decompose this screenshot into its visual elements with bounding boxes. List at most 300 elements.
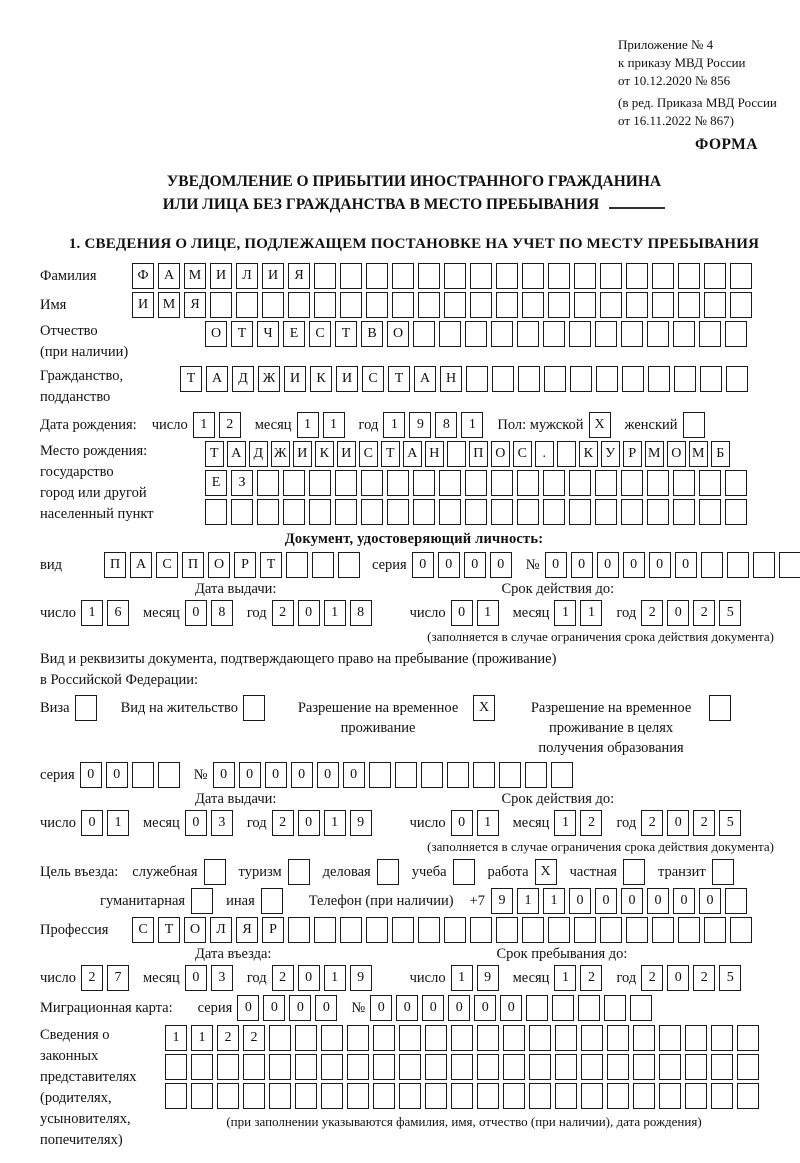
identity-doc-kind-cells (104, 552, 364, 578)
date-month-cells (185, 810, 237, 836)
form-cell: 1 (461, 412, 483, 438)
form-cell: 0 (667, 600, 689, 626)
form-cell: 1 (543, 888, 565, 914)
purpose-tourism-checkbox (288, 859, 314, 885)
purpose-business-checkbox (377, 859, 403, 885)
form-cell (439, 470, 461, 496)
date-year-label: год (616, 970, 637, 986)
form-cell: 0 (81, 810, 103, 836)
identity-doc-issue-date (40, 600, 376, 626)
residence-doc-expiry-date (410, 810, 746, 836)
form-cell: 6 (107, 600, 129, 626)
representatives-cells-row3 (165, 1083, 763, 1109)
surname-label: Фамилия (40, 268, 97, 284)
citizenship-row (40, 366, 788, 408)
form-cell (236, 292, 258, 318)
form-cell: 0 (667, 810, 689, 836)
surname-row (40, 263, 788, 289)
form-cell (647, 499, 669, 525)
form-cell (607, 1025, 629, 1051)
form-cell: 0 (448, 995, 470, 1021)
form-cell: 0 (649, 552, 671, 578)
phone-label: Телефон (при наличии) (308, 893, 454, 909)
residence-doc-intro-line1: Вид и реквизиты документа, подтверждающего право на пребывание (проживание) (40, 651, 557, 667)
form-cell: А (227, 441, 246, 467)
form-cell (204, 859, 226, 885)
form-cell (295, 1025, 317, 1051)
surname-cells (132, 263, 756, 289)
form-cell (444, 263, 466, 289)
patronymic-cells (205, 321, 751, 347)
form-cell: Я (288, 263, 310, 289)
migration-card-row (40, 995, 788, 1021)
birthdate-label: Дата рождения: (40, 417, 137, 433)
form-cell: И (262, 263, 284, 289)
form-cell: 0 (675, 552, 697, 578)
form-cell: О (184, 917, 206, 943)
form-cell: С (513, 441, 532, 467)
form-cell: . (535, 441, 554, 467)
form-cell: 1 (324, 810, 346, 836)
form-cell: 3 (211, 965, 233, 991)
date-month-label: месяц (142, 605, 180, 621)
form-cell (453, 859, 475, 885)
form-cell (626, 263, 648, 289)
form-cell: 0 (370, 995, 392, 1021)
form-cell: И (336, 366, 358, 392)
form-cell (314, 917, 336, 943)
form-cell: 5 (719, 965, 741, 991)
form-cell (392, 263, 414, 289)
form-cell: С (156, 552, 178, 578)
form-cell: 0 (422, 995, 444, 1021)
form-cell: 9 (350, 810, 372, 836)
form-cell: Б (711, 441, 730, 467)
form-cell (726, 366, 748, 392)
form-cell: 0 (597, 552, 619, 578)
form-cell (600, 917, 622, 943)
form-cell: 2 (243, 1025, 265, 1051)
form-cell: 0 (621, 888, 643, 914)
form-cell (231, 499, 253, 525)
date-year-cells (641, 810, 745, 836)
phone-prefix: +7 (469, 893, 485, 909)
form-cell: Р (623, 441, 642, 467)
form-cell (685, 1083, 707, 1109)
form-cell (205, 499, 227, 525)
form-cell (522, 263, 544, 289)
form-cell (674, 366, 696, 392)
form-cell (551, 762, 573, 788)
form-cell (496, 917, 518, 943)
form-cell: 1 (580, 600, 602, 626)
representatives-label-line: законных (40, 1048, 99, 1064)
form-cell (652, 917, 674, 943)
form-cell: Н (440, 366, 462, 392)
representatives-cells-row1 (165, 1025, 763, 1051)
form-cell: 2 (693, 965, 715, 991)
form-cell (517, 499, 539, 525)
form-cell (418, 263, 440, 289)
form-cell (366, 263, 388, 289)
form-cell (633, 1025, 655, 1051)
form-cell (165, 1083, 187, 1109)
residence-doc-dates-row (40, 810, 788, 836)
form-cell (522, 917, 544, 943)
form-cell (578, 995, 600, 1021)
form-cell (165, 1054, 187, 1080)
form-cell: 0 (464, 552, 486, 578)
form-cell (261, 888, 283, 914)
form-cell: Т (335, 321, 357, 347)
form-cell: Т (180, 366, 202, 392)
form-cell (730, 292, 752, 318)
identity-doc-expiry-heading: Срок действия до: (501, 581, 615, 597)
date-year-label: год (246, 970, 267, 986)
option-visa-checkbox (75, 695, 101, 721)
form-cell (574, 917, 596, 943)
form-cell (725, 499, 747, 525)
form-cell (321, 1025, 343, 1051)
form-cell (470, 292, 492, 318)
entry-dates-row (40, 965, 788, 991)
form-cell: 0 (298, 600, 320, 626)
form-cell (548, 263, 570, 289)
form-cell: 0 (265, 762, 287, 788)
form-cell (544, 366, 566, 392)
form-cell (581, 1054, 603, 1080)
form-cell (543, 321, 565, 347)
form-cell (491, 470, 513, 496)
form-cell (574, 292, 596, 318)
identity-doc-expiry-note: (заполняется в случае ограничения срока действия документа) (427, 629, 774, 644)
residence-doc-number-label: № (193, 767, 208, 783)
form-cell (413, 321, 435, 347)
form-cell (361, 499, 383, 525)
migration-card-number-cells (370, 995, 656, 1021)
citizenship-label (40, 366, 180, 408)
form-cell (286, 552, 308, 578)
form-cell (555, 1083, 577, 1109)
form-cell (659, 1083, 681, 1109)
form-cell: 0 (185, 600, 207, 626)
purpose-label: Цель въезда: (40, 864, 119, 880)
form-cell (622, 366, 644, 392)
form-cell (607, 1083, 629, 1109)
form-cell (673, 470, 695, 496)
form-cell: X (473, 695, 495, 721)
form-cell (525, 762, 547, 788)
form-cell (425, 1054, 447, 1080)
residence-doc-issue-date (40, 810, 376, 836)
form-cell: 0 (291, 762, 313, 788)
date-day-cells (451, 810, 503, 836)
purpose-work-checkbox (535, 859, 561, 885)
form-cell (779, 552, 800, 578)
purpose-other-checkbox (261, 888, 287, 914)
form-cell: 5 (719, 600, 741, 626)
form-cell: 1 (383, 412, 405, 438)
date-month-cells (554, 965, 606, 991)
form-cell (444, 292, 466, 318)
form-cell (470, 917, 492, 943)
form-cell (340, 917, 362, 943)
form-cell: А (414, 366, 436, 392)
form-cell (465, 321, 487, 347)
form-cell (418, 917, 440, 943)
form-cell (600, 292, 622, 318)
form-cell: 2 (272, 810, 294, 836)
form-cell (517, 470, 539, 496)
form-title-line2-text: ИЛИ ЛИЦА БЕЗ ГРАЖДАНСТВА В МЕСТО ПРЕБЫВАНИЯ (162, 196, 600, 213)
form-cell (712, 859, 734, 885)
form-cell: 9 (477, 965, 499, 991)
form-cell (340, 292, 362, 318)
form-cell (465, 499, 487, 525)
form-cell (191, 888, 213, 914)
form-cell (725, 321, 747, 347)
form-cell: 9 (491, 888, 513, 914)
form-cell (569, 321, 591, 347)
residence-doc-intro-line2: в Российской Федерации: (40, 672, 199, 688)
form-cell (647, 321, 669, 347)
date-month-label: месяц (512, 970, 550, 986)
residence-doc-series-label: серия (40, 767, 75, 783)
identity-doc-number-label: № (525, 557, 540, 573)
form-cell: О (205, 321, 227, 347)
appendix-line: от 10.12.2020 № 856 (618, 73, 731, 88)
purpose-study-checkbox (453, 859, 479, 885)
date-day-cells (451, 600, 503, 626)
form-title-line1: УВЕДОМЛЕНИЕ О ПРИБЫТИИ ИНОСТРАННОГО ГРАЖДАНИНА (166, 173, 662, 190)
form-cell: 2 (693, 600, 715, 626)
form-cell (262, 292, 284, 318)
form-cell (321, 1054, 343, 1080)
form-cell: 9 (409, 412, 431, 438)
form-cell (623, 859, 645, 885)
purpose-study-label: учеба (411, 864, 447, 880)
form-cell (685, 1025, 707, 1051)
birthdate-year-cells (383, 412, 487, 438)
entry-date-headings (40, 946, 788, 963)
form-cell (283, 470, 305, 496)
purpose-business-label: деловая (322, 864, 371, 880)
form-cell: 0 (106, 762, 128, 788)
form-cell: 0 (647, 888, 669, 914)
firstname-cells (132, 292, 756, 318)
form-cell (373, 1083, 395, 1109)
form-title (40, 170, 788, 216)
purpose-humanitarian-checkbox (191, 888, 217, 914)
patronymic-row (40, 321, 788, 363)
form-cell (288, 292, 310, 318)
sex-male-checkbox (589, 412, 615, 438)
form-cell: 2 (693, 810, 715, 836)
date-year-cells (272, 600, 376, 626)
form-cell (522, 292, 544, 318)
form-cell: 2 (217, 1025, 239, 1051)
form-cell (413, 499, 435, 525)
form-cell (633, 1083, 655, 1109)
form-cell: И (210, 263, 232, 289)
form-cell (335, 470, 357, 496)
form-cell (470, 263, 492, 289)
form-cell (725, 888, 747, 914)
form-cell (288, 917, 310, 943)
form-cell (503, 1054, 525, 1080)
form-cell (529, 1025, 551, 1051)
representatives-label (40, 1025, 165, 1151)
form-cell (648, 366, 670, 392)
form-cell (529, 1054, 551, 1080)
form-cell: 0 (569, 888, 591, 914)
form-cell (699, 470, 721, 496)
form-cell: 1 (297, 412, 319, 438)
form-cell: 0 (451, 600, 473, 626)
date-year-cells (641, 600, 745, 626)
form-cell (132, 762, 154, 788)
citizenship-sublabel: подданство (40, 389, 111, 405)
form-cell: С (362, 366, 384, 392)
purpose-private-label: частная (569, 864, 617, 880)
sex-female-checkbox (683, 412, 709, 438)
form-cell: 1 (517, 888, 539, 914)
birthdate-day-cells (193, 412, 245, 438)
form-cell (425, 1083, 447, 1109)
form-cell (543, 499, 565, 525)
form-cell (473, 762, 495, 788)
form-cell (217, 1083, 239, 1109)
form-cell: 0 (298, 965, 320, 991)
date-year-cells (641, 965, 745, 991)
date-month-cells (185, 965, 237, 991)
form-cell: Р (262, 917, 284, 943)
purpose-transit-checkbox (712, 859, 738, 885)
form-cell (737, 1054, 759, 1080)
form-cell (439, 499, 461, 525)
purpose-private-checkbox (623, 859, 649, 885)
date-month-cells (554, 600, 606, 626)
option-residence-permit-checkbox (243, 695, 269, 721)
form-cell (491, 499, 513, 525)
form-cell (243, 1083, 265, 1109)
form-cell (555, 1025, 577, 1051)
form-cell: 0 (474, 995, 496, 1021)
birthplace-cells-row3 (205, 499, 751, 525)
form-cell: 1 (451, 965, 473, 991)
form-cell: Л (210, 917, 232, 943)
migration-card-number-label: № (351, 1000, 366, 1016)
form-cell (377, 859, 399, 885)
form-cell: 0 (237, 995, 259, 1021)
form-cell: Н (425, 441, 444, 467)
date-month-cells (554, 810, 606, 836)
form-cell: 1 (81, 600, 103, 626)
birthplace-label-line: Место рождения: (40, 443, 148, 459)
form-cell (314, 263, 336, 289)
appendix-line: Приложение № 4 (618, 37, 714, 52)
form-cell: 2 (272, 600, 294, 626)
form-cell: И (293, 441, 312, 467)
migration-card-label: Миграционная карта: (40, 1000, 173, 1016)
form-cell (673, 499, 695, 525)
form-cell (418, 292, 440, 318)
form-cell (499, 762, 521, 788)
stay-until-date (410, 965, 746, 991)
form-cell: С (132, 917, 154, 943)
forma-label: ФОРМА (694, 136, 758, 153)
form-cell (75, 695, 97, 721)
form-cell (529, 1083, 551, 1109)
patronymic-sublabel: (при наличии) (40, 344, 129, 360)
purpose-official-label: служебная (132, 864, 198, 880)
form-cell: И (284, 366, 306, 392)
form-cell (569, 499, 591, 525)
form-cell: 0 (623, 552, 645, 578)
residence-doc-number-cells (213, 762, 577, 788)
form-cell (491, 321, 513, 347)
form-cell: 0 (315, 995, 337, 1021)
migration-card-series-label: серия (197, 1000, 233, 1016)
representatives-label-line: Сведения о (40, 1027, 110, 1043)
profession-cells (132, 917, 756, 943)
date-year-label: год (246, 815, 267, 831)
form-cell: 5 (719, 810, 741, 836)
form-cell: 0 (699, 888, 721, 914)
form-cell (626, 292, 648, 318)
identity-doc-date-headings (40, 581, 788, 598)
date-day-label: число (40, 970, 76, 986)
form-cell: 1 (324, 600, 346, 626)
option-residence-permit-label: Вид на жительство (120, 700, 239, 716)
form-cell: А (206, 366, 228, 392)
representatives-row (40, 1025, 788, 1151)
form-cell: М (158, 292, 180, 318)
form-cell: К (579, 441, 598, 467)
date-month-cells (185, 600, 237, 626)
form-cell (257, 470, 279, 496)
birthplace-label (40, 441, 205, 525)
form-cell (387, 470, 409, 496)
date-day-cells (81, 965, 133, 991)
birthplace-row (40, 441, 788, 528)
form-cell: 8 (435, 412, 457, 438)
residence-doc-series-row (40, 762, 788, 788)
identity-doc-number-cells (545, 552, 800, 578)
representatives-cells-row2 (165, 1054, 763, 1080)
form-cell: П (469, 441, 488, 467)
form-cell (309, 499, 331, 525)
form-cell (503, 1083, 525, 1109)
form-cell: О (208, 552, 230, 578)
form-cell: Е (283, 321, 305, 347)
form-cell (347, 1054, 369, 1080)
form-cell (711, 1054, 733, 1080)
form-cell (753, 552, 775, 578)
form-cell (581, 1025, 603, 1051)
form-cell (335, 499, 357, 525)
representatives-label-line: представителях (40, 1069, 137, 1085)
form-cell (633, 1054, 655, 1080)
form-cell (574, 263, 596, 289)
form-cell (652, 292, 674, 318)
form-cell (709, 695, 731, 721)
form-cell (243, 1054, 265, 1080)
form-cell (347, 1083, 369, 1109)
form-cell (413, 470, 435, 496)
form-cell (595, 470, 617, 496)
form-cell (595, 321, 617, 347)
